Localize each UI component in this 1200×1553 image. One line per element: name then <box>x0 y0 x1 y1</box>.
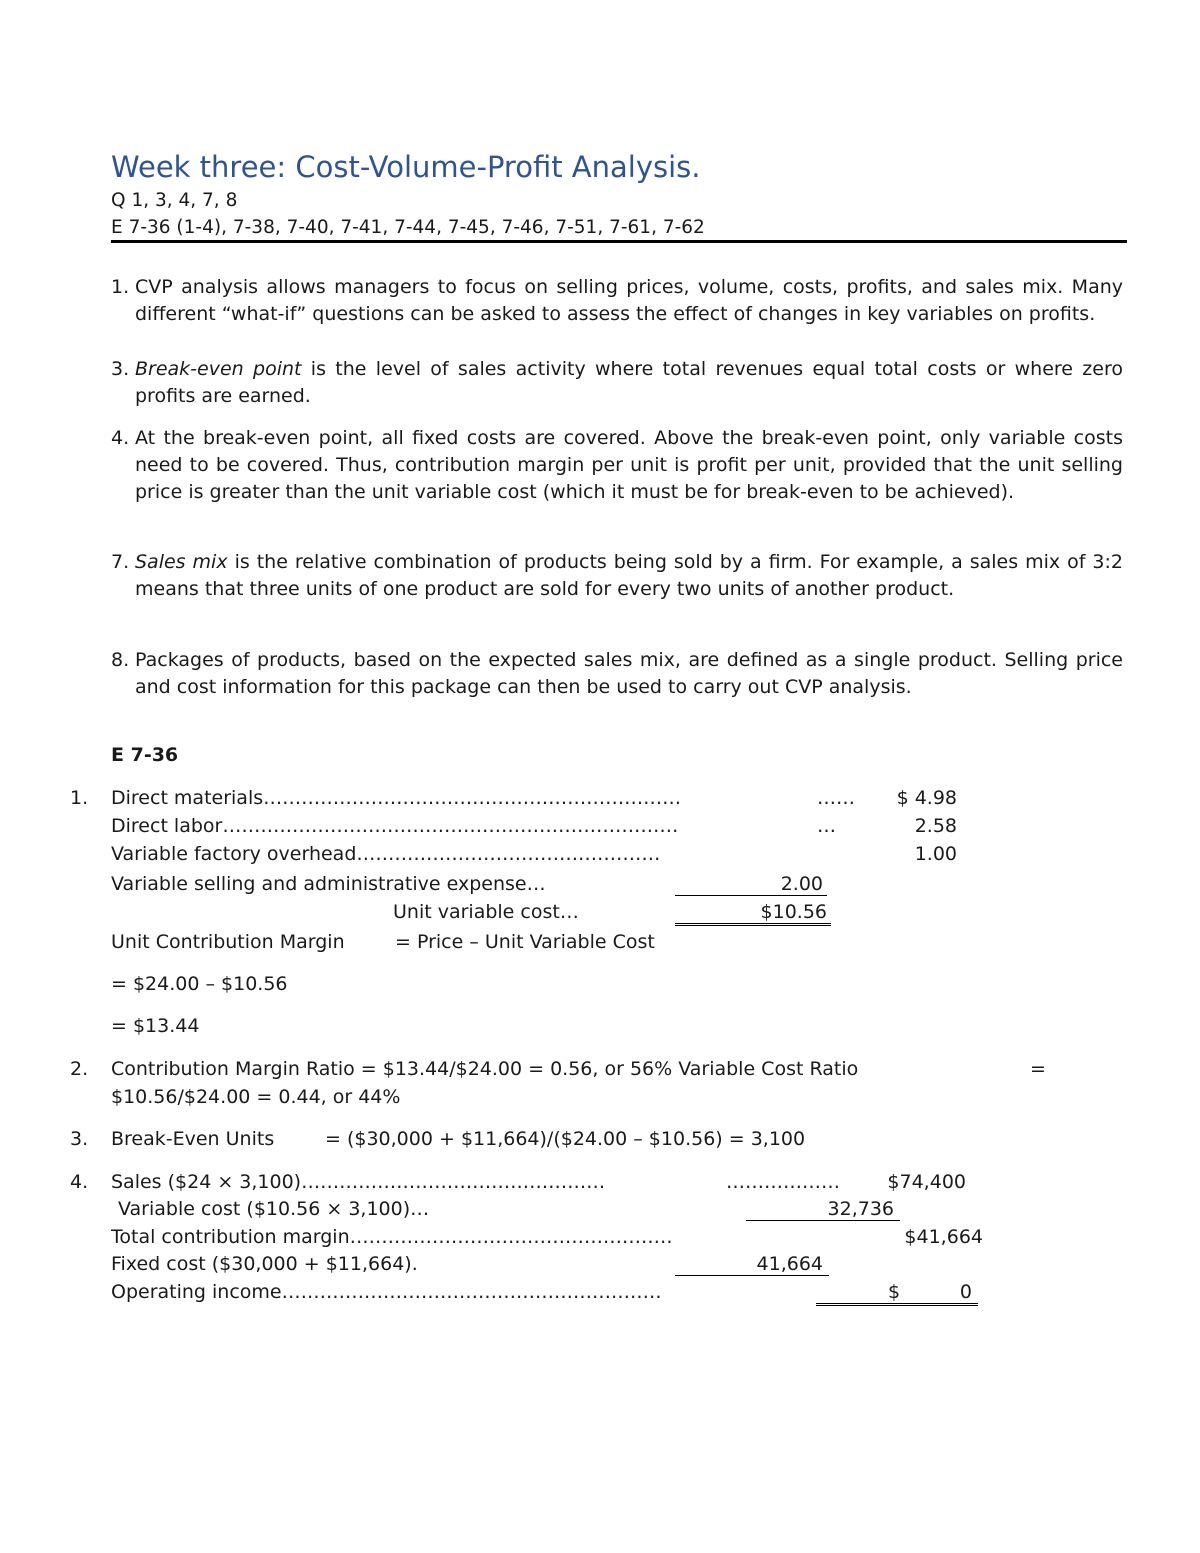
variable-overhead-value: 1.00 <box>914 843 957 865</box>
page-title: Week three: Cost-Volume-Profit Analysis. <box>111 150 701 184</box>
tcm-label: Total contribution margin…………………………………………… <box>111 1226 673 1248</box>
operating-income-cell <box>816 1281 978 1306</box>
break-even-units-label: Break-Even Units <box>111 1128 275 1150</box>
unit-variable-cost-value: $10.56 <box>675 901 831 926</box>
direct-materials-value: $ 4.98 <box>896 787 957 809</box>
part-3-number: 3. <box>70 1128 89 1150</box>
vc-ratio-line: $10.56/$24.00 = 0.44, or 44% <box>111 1086 401 1108</box>
unit-variable-cost-cell <box>675 901 831 926</box>
direct-materials-dots: …… <box>817 787 855 809</box>
direct-labor-dots: … <box>817 815 836 837</box>
answer-body: is the level of sales activity where total revenues equal total costs or where zero profits are earned. <box>135 358 1123 408</box>
ucm-formula: = Price – Unit Variable Cost <box>395 931 655 953</box>
answer-text: CVP analysis allows managers to focus on selling prices, volume, costs, profits, and sales mix. Many different “what-if” questions can be asked to assess the effect of changes in key variables on profits. <box>135 276 1123 326</box>
fixed-cost-cell <box>675 1253 829 1276</box>
equals-sign: = <box>1030 1058 1046 1080</box>
sales-dots: ……………… <box>726 1171 840 1193</box>
sales-value: $74,400 <box>887 1171 966 1193</box>
ucm-result: = $13.44 <box>111 1015 200 1037</box>
answer-text <box>135 356 1123 410</box>
ucm-step: = $24.00 – $10.56 <box>111 973 288 995</box>
answer-number: 3. <box>111 358 130 380</box>
fixed-cost-label: Fixed cost ($30,000 + $11,664). <box>111 1253 418 1275</box>
answer-body: is the relative combination of products being sold by a firm. For example, a sales mix of 3:2 means that three units of one product are sold for every two units of another product. <box>135 551 1123 601</box>
variable-cost-cell <box>746 1198 900 1221</box>
answer-7 <box>111 549 1123 603</box>
variable-overhead-label: Variable factory overhead………………………………………… <box>111 843 661 865</box>
operating-income-dollar: $ <box>888 1281 901 1303</box>
answer-term: Sales mix <box>135 551 228 573</box>
variable-selling-value-cell <box>675 873 827 896</box>
answer-4 <box>111 425 1123 507</box>
answer-1 <box>111 274 1123 328</box>
answer-number: 7. <box>111 551 130 573</box>
ucm-label: Unit Contribution Margin <box>111 931 345 953</box>
unit-variable-cost-label: Unit variable cost… <box>393 901 579 923</box>
part-2-number: 2. <box>70 1058 89 1080</box>
variable-cost-label: Variable cost ($10.56 × 3,100)… <box>118 1198 430 1220</box>
answer-text <box>135 549 1123 603</box>
answer-8 <box>111 647 1123 701</box>
direct-materials-label: Direct materials………………………………………………………… <box>111 787 682 809</box>
sales-label: Sales ($24 × 3,100)………………………………………… <box>111 1171 606 1193</box>
answer-term: Break-even point <box>135 358 302 380</box>
heading-divider <box>111 240 1127 243</box>
answer-text: At the break-even point, all fixed costs are covered. Above the break-even point, only variable costs need to be covered. Thus, contribution margin per unit is profit per unit, provided that the unit selling price is greater than the unit variable cost (which it must be for break-even to be achieved). <box>135 427 1123 504</box>
operating-income-underline <box>816 1281 978 1306</box>
variable-selling-label: Variable selling and administrative expense… <box>111 873 546 895</box>
direct-labor-label: Direct labor……………………………………………………………… <box>111 815 679 837</box>
break-even-units-formula: = ($30,000 + $11,664)/($24.00 – $10.56) = 3,100 <box>325 1128 806 1150</box>
fixed-cost-value: 41,664 <box>675 1253 829 1276</box>
operating-income-label: Operating income…………………………………………………… <box>111 1281 662 1303</box>
answer-number: 8. <box>111 649 130 671</box>
answer-3 <box>111 356 1123 410</box>
questions-assigned: Q 1, 3, 4, 7, 8 <box>111 190 238 211</box>
answer-text: Packages of products, based on the expected sales mix, are defined as a single product. Selling price and cost information for this package can then be used to carry out CVP analysis. <box>135 649 1123 699</box>
variable-cost-value: 32,736 <box>746 1198 900 1221</box>
exercise-heading: E 7-36 <box>111 744 179 766</box>
answer-number: 1. <box>111 276 130 298</box>
direct-labor-value: 2.58 <box>914 815 957 837</box>
variable-selling-value: 2.00 <box>675 873 827 896</box>
part-4-number: 4. <box>70 1171 89 1193</box>
answer-number: 4. <box>111 427 130 449</box>
part-1-number: 1. <box>70 787 89 809</box>
cm-ratio-line: Contribution Margin Ratio = $13.44/$24.00 = 0.56, or 56% Variable Cost Ratio <box>111 1058 859 1080</box>
exercises-assigned: E 7-36 (1-4), 7-38, 7-40, 7-41, 7-44, 7-45, 7-46, 7-51, 7-61, 7-62 <box>111 217 705 238</box>
operating-income-value: 0 <box>959 1281 972 1303</box>
tcm-value: $41,664 <box>904 1226 983 1248</box>
